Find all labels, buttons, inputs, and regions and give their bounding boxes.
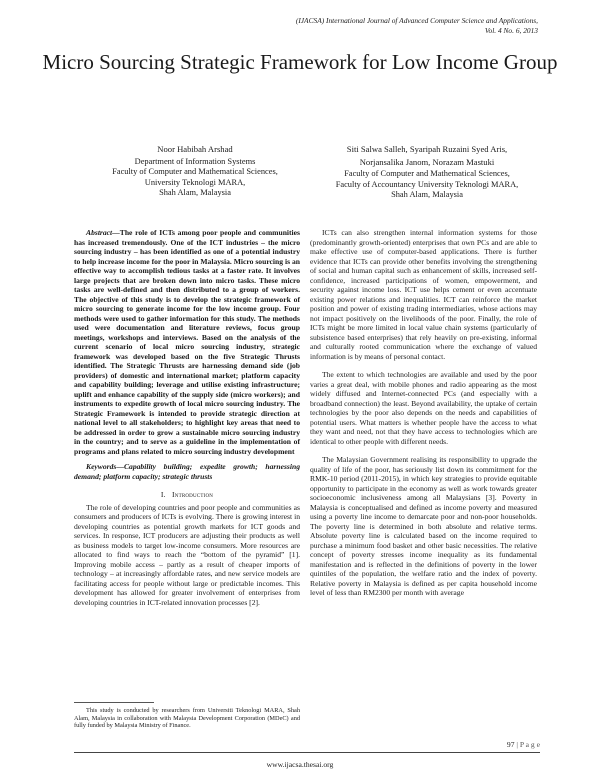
section-title: Introduction — [172, 490, 214, 499]
page-number-value: 97 — [506, 740, 515, 749]
affiliation-line: Faculty of Computer and Mathematical Sciences, — [344, 169, 510, 179]
page-label: | P a g e — [516, 740, 540, 749]
journal-website: www.ijacsa.thesai.org — [266, 760, 334, 769]
abstract — [74, 228, 300, 456]
body-paragraph: The Malaysian Government realising its responsibility to upgrade the quality of life of the poor, has seriously list down its commitment for the RMK-10 period (2011-2015), in which key strategies to provide equitable opportunity to participate in the economy as well as work towards greater socioeconomic inclusiveness among all Malaysians [3]. Poverty in Malaysia is conceptualised and defined as income poverty and measured using a poverty line income to demarcate poor and non-poor households. The poverty line is determined in both absolute and relative terms. Absolute poverty line is calculated based on the income required to purchase a minimum food basket and other basic necessities. The relative concept of poverty stresses income inequality as its fundamental manifestation and is reflected in the definitions of poverty in the lower quintiles of the population, the welfare ratio and the index of poverty. Relative poverty in Malaysia is defined as per capita household income level of less than RM2300 per month with average — [310, 455, 537, 597]
right-column — [310, 228, 537, 598]
left-column — [74, 228, 300, 607]
paper-title: Micro Sourcing Strategic Framework for Low Income Group — [42, 50, 558, 74]
page-number — [480, 740, 540, 749]
author-block-left — [80, 144, 310, 199]
author-block-right — [296, 144, 558, 201]
journal-name: (IJACSA) International Journal of Advanced Computer Science and Applications, — [295, 16, 538, 25]
body-paragraph: ICTs can also strengthen internal information systems for those (predominantly growth-oriented) enterprises that own PCs and are able to make effective use of computer-based applications. There is further evidence that ICTs can provide other benefits involving the strengthening of social and human capital such as enhancement of skills, increased self-confidence, increased participations of women, empowerment, and security against income loss. ICT use helps cement or even accentuate existing power relations and inequalities. ICT can reinforce the market position and power of existing trading intermediaries, whose actions may not impact positively on the livelihoods of the poor. Finally, the role of ICTs might be more limited in local value chain systems (particularly of subsistence based enterprises) that rely heavily on pre-existing, informal and culturally rooted communication where the exchange of valued information is by means of personal contact. — [310, 228, 537, 361]
keywords-label: Keywords — [86, 462, 117, 471]
author-names: Siti Salwa Salleh, Syaripah Ruzaini Syed Aris, — [346, 144, 508, 154]
funding-footnote — [74, 707, 300, 730]
keywords — [74, 462, 300, 481]
footer-rule — [74, 752, 540, 753]
affiliation-line: Shah Alam, Malaysia — [159, 188, 231, 198]
section-number: I. — [160, 490, 166, 499]
author-names: Norjansalika Janom, Norazam Mastuki — [359, 156, 495, 167]
journal-header — [138, 16, 538, 35]
abstract-text: —The role of ICTs among poor people and communities has increased tremendously. One of the ICT industries – the micro sourcing industry – has been identified as one of a potential industry to help increase income for the poor in Malaysia. Micro sourcing is an effective way to accomplish tedious tasks at a faster rate. It involves large projects that are broken down into micro tasks. These micro tasks are well-defined and then distributed to a group of workers. The objective of this study is to develop the strategic framework of micro sourcing to generate income for the low income group. Four methods were used to gather information for this study. The methods used were documentation and literature reviews, focus group meetings, workshops and interviews. Based on the analysis of the current scenario of local micro sourcing industry, strategic framework was developed based on the five Strategic Thrusts identified. The Strategic Thrusts are harnessing demand side (job providers) of domestic and international market; platform capacity and capability building; leverage and utilise existing infrastructure; uplift and enhance capability of the supply side (micro workers); and instruments to expedite growth of local micro sourcing industry. The Strategic Framework is intended to provide strategic direction at national level to all stakeholders; to highlight key areas that need to be addressed in order to grow a sustainable micro sourcing industry in the country; and to serve as a guideline in the implementation of programs and plans related to micro sourcing industry development — [74, 228, 300, 456]
body-paragraph: The extent to which technologies are available and used by the poor varies a great deal, with mobile phones and radio appearing as the most widely diffused and Internet-connected PCs (and especially with a broadband connection) the least. Beyond availability, the uptake of certain technologies by the poor also depends on the needs and capabilities of potential users. What matters is whether people have the access to what they want and need, not that they have access to technologies which are identical to other people with different needs. — [310, 370, 537, 446]
affiliation-line: Faculty of Computer and Mathematical Sciences, — [112, 167, 278, 177]
affiliation-line: University Teknologi MARA, — [144, 177, 246, 187]
abstract-label: Abstract — [86, 228, 113, 237]
affiliation-line: Shah Alam, Malaysia — [391, 190, 463, 200]
intro-paragraph: The role of developing countries and poor people and communities as consumers and producers of ICTs is evolving. There is growing interest in developing countries as potential growth markets for ICT goods and services. In response, ICT producers are adjusting their products as well as business models to target low-income consumers. More resources are allocated to find ways to reach the “bottom of the pyramid” [1]. Improving mobile access – partly as a result of cheaper imports of technology – at increasingly affordable rates, and new service models are facilitating access for people without large or predictable incomes. This development has allowed for greater involvement of enterprises from developing countries in ICT-related innovation processes [2]. — [74, 502, 300, 607]
footnote-rule — [74, 702, 154, 703]
affiliation-line: Department of Information Systems — [134, 156, 256, 166]
section-heading-introduction — [74, 490, 300, 500]
author-name: Noor Habibah Arshad — [157, 144, 233, 154]
journal-volume: Vol. 4 No. 6, 2013 — [484, 25, 538, 35]
footnote-text: This study is conducted by researchers from Universiti Teknologi MARA, Shah Alam, Malaysia in collaboration with Malaysia Development Corporation (MDeC) and fully funded by Malaysia Ministry of Finance. — [74, 707, 300, 730]
keywords-text: —Capability building; expedite growth; harnessing demand; platform capacity; strategic thrusts — [74, 462, 300, 481]
affiliation-line: Faculty of Accountancy University Teknologi MARA, — [335, 179, 519, 189]
